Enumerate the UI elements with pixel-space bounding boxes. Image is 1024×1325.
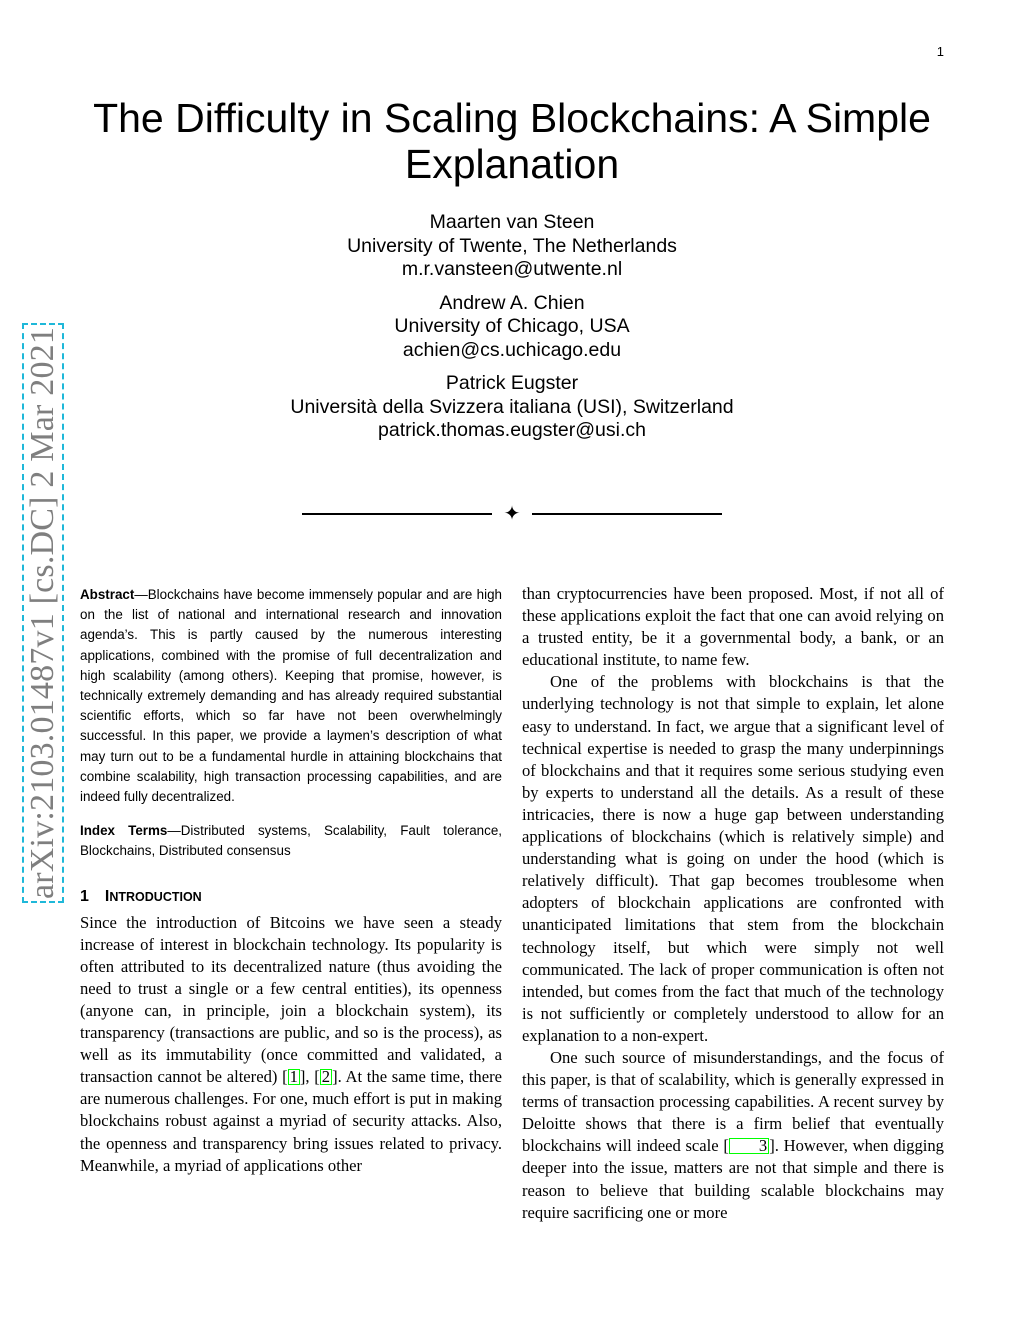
author-name: Andrew A. Chien — [439, 291, 585, 314]
body-paragraph: than cryptocurrencies have been proposed. Most, if not all of these applications exploit the fact that one can avoid relying on a trusted entity, be it a governmental body, a bank, or an educational institute, to name few. — [522, 584, 944, 670]
arxiv-identifier: arXiv:2103.01487v1 [cs.DC] 2 Mar 2021 — [24, 326, 61, 900]
author-affiliation: University of Twente, The Netherlands — [347, 234, 677, 257]
citation-link[interactable]: 2 — [321, 1067, 331, 1087]
body-text: ]. However, when digging deeper into the issue, matters are not that simple and there is reason to believe that building scalable blockchains may require sacrificing one or more — [522, 1136, 944, 1222]
citation-link[interactable]: 1 — [289, 1067, 298, 1087]
intro-text: ]. At the same time, there are numerous challenges. For one, much effort is put in making blockchains robust against a myriad of security attacks. Also, the openness and transparency bring issues related to privacy. Meanwhile, a myriad of applications other — [80, 1067, 502, 1175]
page-number: 1 — [936, 44, 944, 59]
divider-line-right — [532, 513, 722, 515]
author-name: Maarten van Steen — [429, 211, 595, 233]
section-heading — [80, 888, 502, 906]
section-number: 1 — [80, 887, 89, 905]
arxiv-stamp — [22, 323, 64, 903]
author-email: patrick.thomas.eugster@usi.ch — [378, 419, 646, 441]
abstract — [80, 585, 502, 807]
paper-title: The Difficulty in Scaling Blockchains: A Simple Explanation — [93, 95, 931, 187]
author-email: m.r.vansteen@utwente.nl — [401, 258, 623, 280]
citation-link[interactable]: 3 — [729, 1138, 769, 1154]
author-block — [80, 292, 944, 363]
index-terms-label: Index Terms — [80, 823, 168, 839]
body-text: One such source of misunderstandings, and the focus of this paper, is that of scalability, which is generally expressed in terms of transaction processing capabilities. A recent survey by Deloitte shows that there is a firm belief that eventually blockchains will indeed scale [ — [522, 1047, 944, 1156]
star-icon: ✦ — [503, 501, 521, 525]
intro-text: ], [ — [299, 1067, 320, 1087]
section-title-rest: NTRODUCTION — [109, 889, 202, 904]
author-email: achien@cs.uchicago.edu — [402, 338, 622, 361]
divider-line-left — [302, 513, 492, 515]
body-paragraph — [522, 1047, 944, 1224]
intro-paragraph — [80, 912, 502, 1177]
body-paragraph: One of the problems with blockchains is that the underlying technology is not that simple to explain, let alone easy to understand. In fact, we argue that a significant level of technical expertise is needed to grasp the many underpinnings of blockchains and that it requires some serious studying even by experts to understand all the details. As a result of these intricacies, there is now a huge gap between understanding applications of blockchains (which is relatively simple) and understanding what is going on under the hood (which is relatively difficult). That gap becomes troublesome when adopters of blockchain applications are confronted with unanticipated limitations that stem from the blockchain technology itself, but which were simply not well communicated. The lack of proper communication is often not intended, but comes from the fact that much of the technology is not sufficiently or completely understood to allow for an explanation to a non-expert. — [522, 672, 944, 1045]
abstract-label: Abstract — [80, 587, 135, 602]
intro-text: Since the introduction of Bitcoins we have seen a steady increase of interest in blockchain technology. Its popularity is often attributed to its decentralized nature (thus avoiding the need to trust a single or a few central entities), its openness (anyone can, in principle, join a blockchain system), its transparency (transactions are public, and so is the process), as well as its immutability (once committed and validated, a transaction cannot be altered) [ — [80, 912, 502, 1087]
index-terms-text: —Distributed systems, Scalability, Fault tolerance, Blockchains, Distributed consensus — [80, 823, 502, 859]
author-name: Patrick Eugster — [445, 372, 579, 394]
author-block — [80, 211, 944, 282]
author-affiliation: University of Chicago, USA — [394, 315, 630, 337]
section-title-initial: I — [104, 887, 110, 905]
abstract-text: —Blockchains have become immensely popular and are high on the list of national and international research and innovation agenda’s. This is partly caused by the numerous interesting applications, combined with the promise of full decentralization and high scalability (among others). Keeping that promise, however, is technically extremely demanding and has already required substantial scientific efforts, which so far have not been overwhelmingly successful. In this paper, we provide a laymen’s description of what may turn out to be a fundamental hurdle in attaining blockchains that combine scalability, high transaction processing capabilities, and are indeed fully decentralized. — [80, 587, 502, 805]
right-column — [522, 583, 944, 1224]
title-divider — [300, 501, 724, 525]
author-affiliation: Università della Svizzera italiana (USI), Switzerland — [290, 395, 734, 418]
index-terms — [80, 821, 502, 861]
left-column — [80, 585, 502, 1177]
author-block — [80, 372, 944, 443]
author-list — [80, 211, 944, 453]
